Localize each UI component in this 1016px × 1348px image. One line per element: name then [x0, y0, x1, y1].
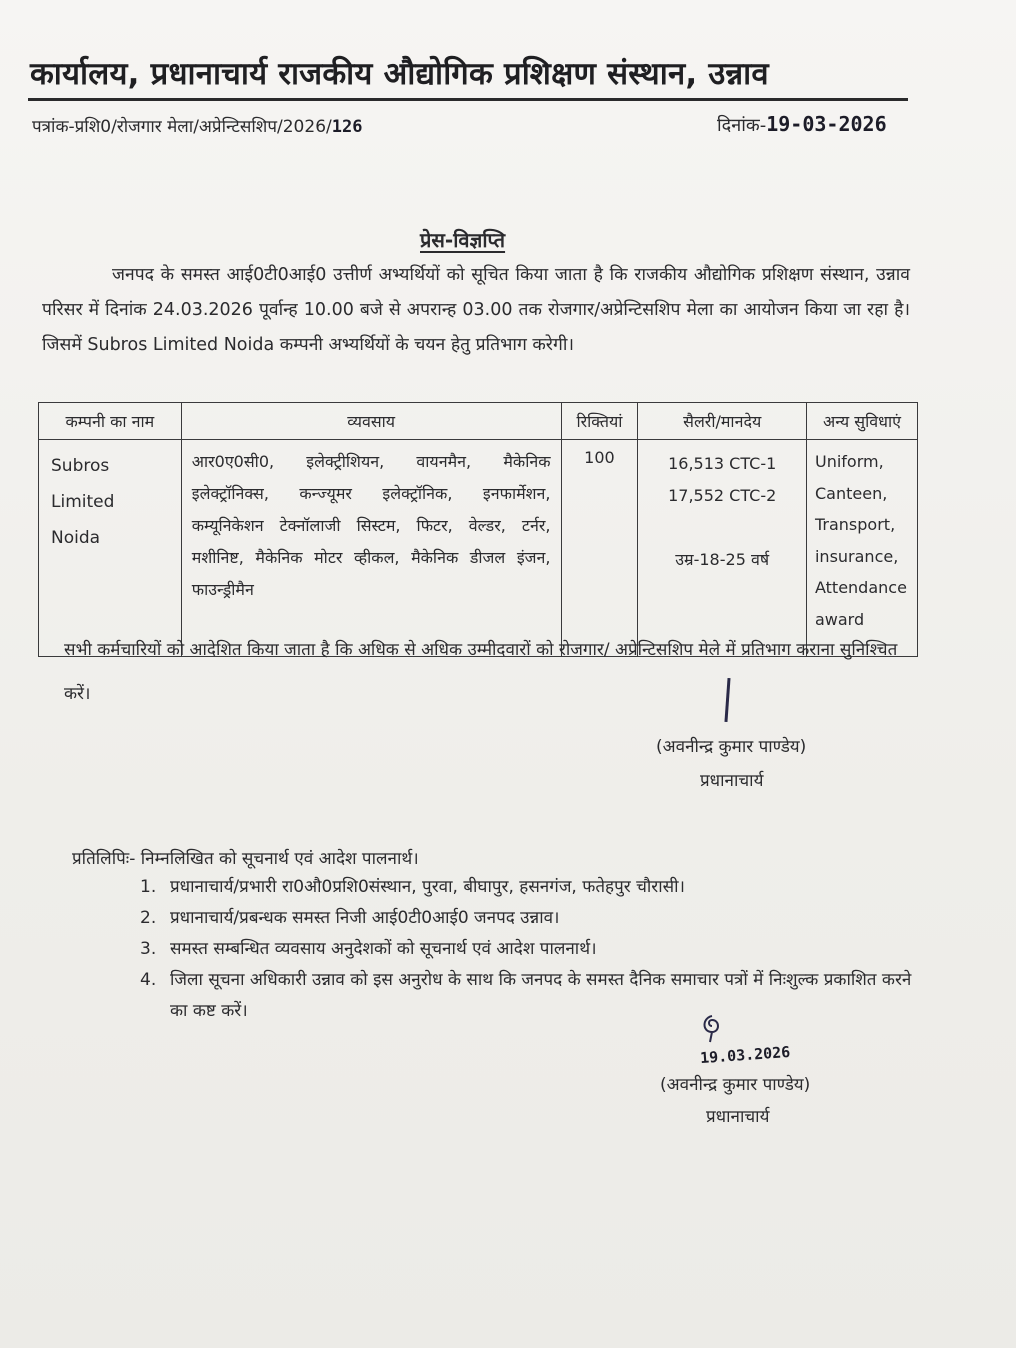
facility-item: Canteen, [814, 483, 888, 503]
header-trade: व्यवसाय [181, 403, 561, 440]
header-vacancies: रिक्तियां [561, 403, 638, 440]
facility-item: award [814, 609, 865, 629]
salary-cell [638, 440, 807, 657]
signature-scribble-icon [698, 1012, 726, 1044]
trades-cell: आर0ए0सी0, इलेक्ट्रीशियन, वायनमैन, मैकेनिक इलेक्ट्रॉनिक्स, कन्ज्यूमर इलेक्ट्रॉनिक, इनफार्मेशन, कम्यूनिकेशन टेक्नॉलाजी सिस्टम, फिटर, वेल्डर, टर्नर, मशीनिष्ट, मैकेनिक मोटर व्हीकल, मैकेनिक डीजल इंजन, फाउन्ड्रीमैन [181, 440, 561, 657]
facility-item: Attendance [814, 578, 907, 597]
age-limit: उम्र-18-25 वर्ष [675, 550, 770, 569]
header-salary: सैलरी/मानदेय [638, 403, 807, 440]
signatory-designation: प्रधानाचार्य [700, 771, 764, 791]
list-item [140, 934, 920, 965]
second-signatory-name: (अवनीन्द्र कुमार पाण्डेय) [660, 1075, 811, 1095]
header-facilities: अन्य सुविधाएं [806, 403, 917, 440]
list-item-number: 1. [140, 877, 157, 897]
list-item-text: प्रधानाचार्य/प्रभारी रा0औ0प्रशि0संस्थान, पुरवा, बीघापुर, हसनगंज, फतेहपुर चौरासी। [170, 877, 685, 897]
heading-underline [28, 98, 908, 101]
office-heading: कार्यालय, प्रधानाचार्य राजकीय औद्योगिक प्रशिक्षण संस्थान, उन्नाव [30, 56, 769, 92]
letter-number-prefix: पत्रांक-प्रशि0/रोजगार मेला/अप्रेन्टिसशिप/2026/ [32, 117, 332, 137]
date-handwritten: 19-03-2026 [766, 112, 887, 136]
date-label: दिनांक- [717, 115, 767, 136]
list-item [140, 903, 920, 934]
company-line: Limited [51, 492, 115, 512]
press-release-title: प्रेस-विज्ञप्ति [420, 228, 506, 252]
company-line: Subros [51, 456, 110, 476]
salary-line: 16,513 CTC-1 [668, 454, 777, 473]
salary-line: 17,552 CTC-2 [668, 486, 777, 505]
list-item [140, 965, 920, 1027]
facilities-cell [806, 440, 917, 657]
letter-reference [32, 114, 362, 137]
company-cell [39, 440, 182, 657]
second-signatory-designation: प्रधानाचार्य [706, 1107, 770, 1127]
header-company: कम्पनी का नाम [39, 403, 182, 440]
list-item [140, 872, 920, 903]
list-item-text: समस्त सम्बन्धित व्यवसाय अनुदेशकों को सूचनार्थ एवं आदेश पालनार्थ। [170, 939, 597, 959]
list-item-text: प्रधानाचार्य/प्रबन्धक समस्त निजी आई0टी0आई0 जनपद उन्नाव। [170, 908, 560, 928]
vacancies-cell: 100 [561, 440, 638, 657]
facility-item: Transport, [814, 515, 896, 534]
signatory-name: (अवनीन्द्र कुमार पाण्डेय) [656, 737, 807, 757]
signature-date-handwritten: 19.03.2026 [699, 1042, 791, 1068]
vacancy-table [38, 402, 918, 657]
table-header-row [39, 403, 918, 440]
copy-list [140, 872, 920, 1027]
copy-heading: प्रतिलिपिः- निम्नलिखित को सूचनार्थ एवं आदेश पालनार्थ। [72, 849, 419, 869]
salary-spacer [648, 512, 796, 544]
company-line: Noida [51, 528, 101, 548]
letter-date [717, 112, 887, 137]
facility-item: insurance, [814, 546, 899, 566]
press-release-paragraph: जनपद के समस्त आई0टी0आई0 उत्तीर्ण अभ्यर्थियों को सूचित किया जाता है कि राजकीय औद्योगिक प्रशिक्षण संस्थान, उन्नाव परिसर में दिनांक 24.03.2026 पूर्वान्ह 10.00 बजे से अपरान्ह 03.00 तक रोजगार/अप्रेन्टिसशिप मेला का आयोजन किया जा रहा है। जिसमें Subros Limited Noida कम्पनी अभ्यर्थियों के चयन हेतु प्रतिभाग करेगी। [42, 265, 910, 355]
letter-number-handwritten: 126 [331, 117, 363, 137]
list-item-number: 3. [140, 939, 157, 959]
facility-item: Uniform, [814, 452, 884, 471]
staff-instruction: सभी कर्मचारियों को आदेशित किया जाता है कि अधिक से अधिक उम्मीदवारों को रोजगार/ अप्रेन्टिसशिप मेले में प्रतिभाग कराना सुनिश्चित करें। [64, 640, 898, 704]
table-row [39, 440, 918, 657]
list-item-number: 2. [140, 908, 157, 928]
list-item-text: जिला सूचना अधिकारी उन्नाव को इस अनुरोध के साथ कि जनपद के समस्त दैनिक समाचार पत्रों में निःशुल्क प्रकाशित करने का कष्ट करें। [170, 970, 912, 1021]
list-item-number: 4. [140, 970, 157, 990]
